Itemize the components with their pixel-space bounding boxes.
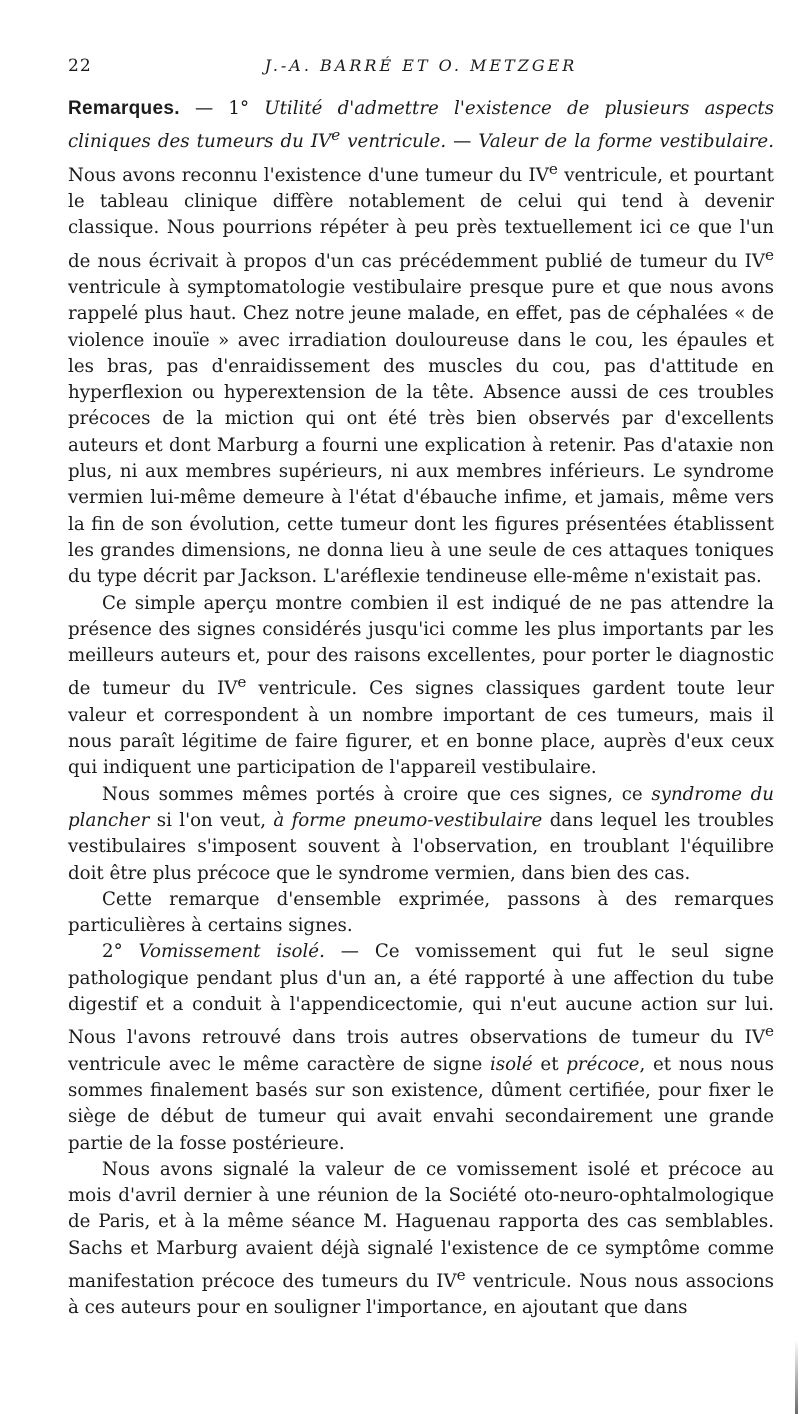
superscript: e <box>765 1022 774 1041</box>
text-run: Nous sommes mêmes portés à croire que ces signes, ce <box>102 783 652 805</box>
text-run: ventricule. Ces signes classiques gardent toute leur valeur et correspondent à un nombre important de ces tumeurs, mais il nous paraît légitime de faire figurer, et en bonne place, auprès d'eux ceux qui indiquent une participation de l'appareil vestibulaire. <box>68 678 774 779</box>
superscript: e <box>548 159 558 178</box>
italic-term: à forme pneumo-vestibulaire <box>273 809 543 831</box>
paragraph <box>68 591 774 782</box>
text-run: et <box>532 1053 567 1075</box>
text-run: Ce vomissement qui fut le seul signe pathologique pendant plus d'un an, a été rapporté à une affection du tube digestif et a conduit à l'appendicectomie, qui n'eut aucune action sur lui. Nous l'avons retrouvé dans trois autres observations de tumeur du IV <box>68 941 774 1049</box>
heading-text: ventricule. <box>340 131 447 153</box>
text-run: si l'on veut, <box>149 809 274 831</box>
paragraph <box>68 782 774 887</box>
dash: — <box>324 941 375 963</box>
text-run: ventricule, et pourtant le tableau clinique diffère notablement de celui qui tend à devenir classique. Nous pourrions répéter à peu près textuellement ici ce que l'un de nous écrivait à propos d'un cas précédemment publié de tumeur du IV <box>68 164 774 272</box>
item-number: 2° <box>102 941 139 963</box>
text-run: ventricule. Nous nous associons à ces auteurs pour en souligner l'importance, en ajoutant que dans <box>68 1271 775 1319</box>
subsection-subheading: Valeur de la forme vestibulaire. <box>478 131 774 153</box>
paragraph-vomissement <box>68 939 774 1156</box>
text-run: Nous avons reconnu l'existence d'une tumeur du IV <box>68 164 549 186</box>
text-run: dans lequel les troubles vestibulaires s'imposent souvent à l'observation, en troublant l'équilibre doit être plus précoce que le syndrome vermien, dans bien des cas. <box>68 809 774 884</box>
text-run: , et nous nous sommes finalement basés sur son existence, dûment certifiée, pour fixer le siège de début de tumeur qui avait envahi secondairement une grande partie de la fosse postérieure. <box>68 1053 774 1154</box>
italic-term: syndrome du plancher <box>68 783 774 831</box>
item-number: 1° <box>228 98 265 119</box>
text-run: ventricule avec le même caractère de signe <box>68 1053 490 1075</box>
running-title: J.-A. BARRÉ ET O. METZGER <box>264 56 578 75</box>
text-run: Cette remarque d'ensemble exprimée, passons à des remarques particulières à certains signes. <box>68 888 774 937</box>
page-number: 22 <box>68 56 92 76</box>
superscript: e <box>237 673 247 692</box>
superscript: e <box>765 245 774 264</box>
italic-term: précoce <box>566 1053 640 1075</box>
running-head <box>68 56 774 80</box>
body-text <box>68 96 774 1322</box>
text-run: Ce simple aperçu montre combien il est indiqué de ne pas attendre la présence des signes considérés jusqu'ici comme les plus importants par les meilleurs auteurs et, pour des raisons excellentes, pour porter le diagnostic de tumeur du IV <box>68 592 774 700</box>
dash: — <box>446 131 479 153</box>
heading-text: Utilité d'admettre l'existence de plusieurs aspects cliniques des tumeurs du IV <box>68 98 774 153</box>
dash: — <box>179 98 229 119</box>
scan-edge-mark <box>795 1340 798 1414</box>
text-run: Nous avons signalé la valeur de ce vomissement isolé et précoce au mois d'avril dernier à une réunion de la Société oto-neuro-ophtalmologique de Paris, et à la même séance M. Haguenau rapporta des cas semblables. Sachs et Marburg avaient déjà signalé l'existence de ce symptôme comme manifestation précoce des tumeurs du IV <box>68 1158 774 1293</box>
superscript: e <box>456 1266 466 1285</box>
text-run: ventricule à symptomatologie vestibulaire presque pure et que nous avons rappelé plus haut. Chez notre jeune malade, en effet, pas de céphalées « de violence inouïe » avec irradiation douloureuse dans le cou, les épaules et les bras, pas d'enraidissement des muscles du cou, pas d'attitude en hyperflexion ou hyperextension de la tête. Absence aussi de ces troubles précoces de la miction qui ont été très bien observés par d'excellents auteurs et dont Marburg a fourni une explication à retenir. Pas d'ataxie non plus, ni aux membres supérieurs, ni aux membres inférieurs. Le syndrome vermien lui-même demeure à l'état d'ébauche infime, et jamais, même vers la fin de son évolution, cette tumeur dont les figures présentées établissent les grandes dimensions, ne donna lieu à une seule de ces attaques toniques du type décrit par Jackson. L'aréflexie tendineuse elle-même n'existait pas. <box>68 276 774 588</box>
paragraph-remarques <box>68 96 774 591</box>
subsection-heading: Vomissement isolé. <box>138 941 325 963</box>
paragraph <box>68 887 774 940</box>
section-label: Remarques. <box>68 98 180 119</box>
paragraph <box>68 1157 774 1322</box>
italic-term: isolé <box>489 1053 533 1075</box>
superscript: e <box>331 126 341 145</box>
